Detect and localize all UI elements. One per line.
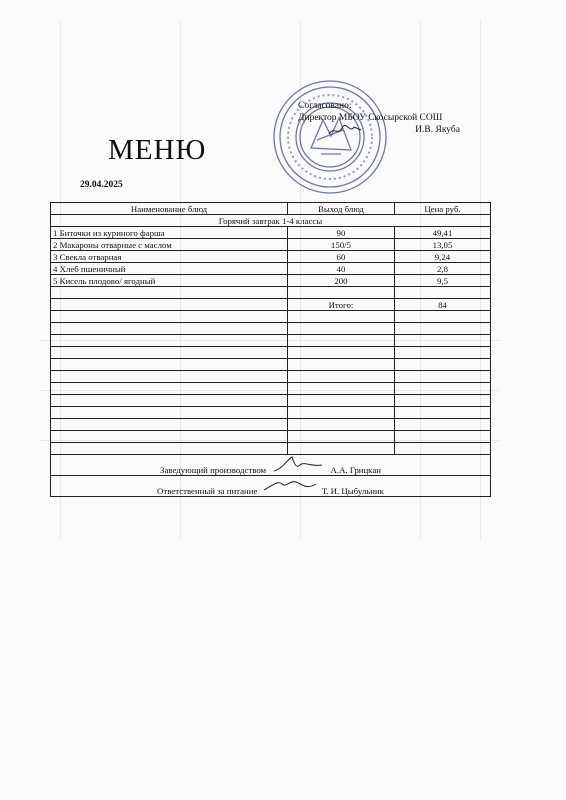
manager-name: А.А. Грицкан: [330, 465, 381, 475]
section-title: Горячий завтрак 1-4 классы: [51, 215, 491, 227]
empty-row: [51, 407, 491, 419]
dish-name: 2 Макароны отварные с маслом: [51, 239, 288, 251]
dish-price: 9,24: [394, 251, 490, 263]
manager-signature: [268, 455, 328, 475]
dish-price: 49,41: [394, 227, 490, 239]
empty-row: [51, 371, 491, 383]
column-header-dish: Наименование блюд: [51, 203, 288, 215]
nutrition-signature: [260, 476, 320, 496]
approval-label: Согласовано:: [298, 101, 352, 111]
nutrition-name: Т. И. Цыбульник: [321, 486, 384, 496]
dish-portion: 150/5: [287, 239, 394, 251]
dish-name: 3 Свекла отварная: [51, 251, 288, 263]
column-header-price: Цена руб.: [394, 203, 490, 215]
approval-block: [298, 100, 478, 140]
total-value: 84: [394, 299, 490, 311]
menu-date: 29.04.2025: [80, 180, 123, 190]
dish-name: 1 Биточки из куриного фарша: [51, 227, 288, 239]
column-header-portion: Выход блюд: [287, 203, 394, 215]
empty-row: [51, 419, 491, 431]
approval-position: Директор МБОУ Скосырской СОШ: [298, 113, 443, 123]
dish-portion: 200: [287, 275, 394, 287]
signature-row-nutrition: [51, 476, 491, 497]
empty-row: [51, 383, 491, 395]
empty-row: [51, 323, 491, 335]
table-row: [51, 251, 491, 263]
dish-price: 2,8: [394, 263, 490, 275]
table-header-row: [51, 203, 491, 215]
table-row: [51, 239, 491, 251]
menu-table: [50, 202, 491, 497]
signature-row-manager: [51, 455, 491, 476]
table-row: [51, 227, 491, 239]
nutrition-label: Ответственный за питание: [157, 486, 258, 496]
dish-portion: 40: [287, 263, 394, 275]
dish-name: 4 Хлеб пшеничный: [51, 263, 288, 275]
director-signature: [328, 124, 362, 140]
dish-portion: 90: [287, 227, 394, 239]
approval-signer: И.В. Якуба: [415, 125, 460, 135]
table-row: [51, 275, 491, 287]
page-title: МЕНЮ: [108, 134, 207, 166]
empty-row: [51, 395, 491, 407]
total-row: [51, 299, 491, 311]
total-label: Итого:: [287, 299, 394, 311]
empty-row: [51, 359, 491, 371]
dish-price: 9,5: [394, 275, 490, 287]
table-row: [51, 263, 491, 275]
manager-label: Заведующий производством: [160, 465, 267, 475]
empty-row: [51, 443, 491, 455]
empty-row: [51, 431, 491, 443]
dish-portion: 60: [287, 251, 394, 263]
empty-row: [51, 287, 491, 299]
dish-price: 13,05: [394, 239, 490, 251]
dish-name: 5 Кисель плодово/ ягодный: [51, 275, 288, 287]
empty-row: [51, 311, 491, 323]
approval-signature-line: [298, 124, 478, 140]
empty-row: [51, 347, 491, 359]
section-row: [51, 215, 491, 227]
empty-row: [51, 335, 491, 347]
